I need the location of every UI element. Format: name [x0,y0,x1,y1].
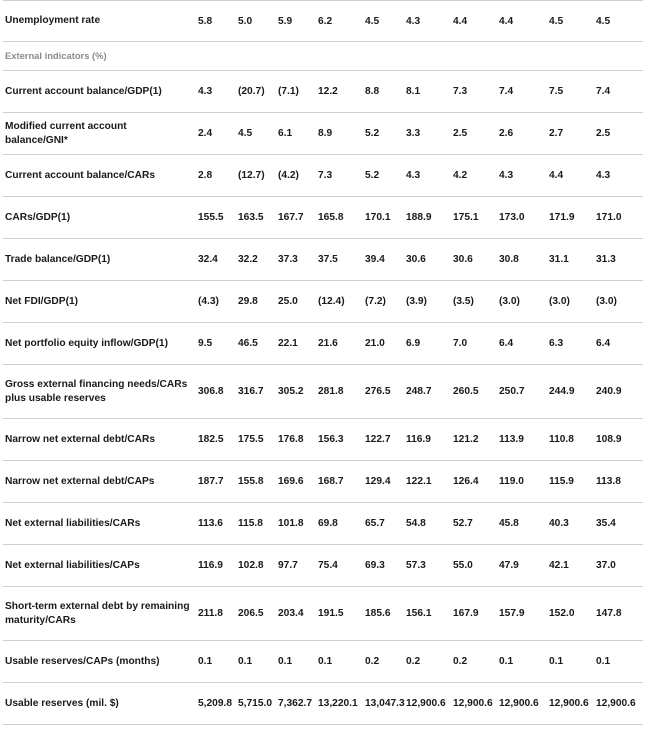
table-cell: 6.3 [549,338,564,349]
table-cell: 6.9 [406,338,421,349]
table-cell: 108.9 [596,434,622,445]
table-row [3,503,643,545]
table-cell: 69.8 [318,518,338,529]
table-cell: 0.2 [453,656,468,667]
table-cell: 30.6 [453,254,473,265]
table-cell: (7.1) [278,86,299,97]
table-cell: 4.5 [365,15,380,27]
table-cell: 316.7 [238,386,264,397]
table-cell: 2.4 [198,128,213,139]
row-label: Narrow net external debt/CAPs [5,475,155,487]
table-cell: 116.9 [406,434,431,445]
table-cell: 7,362.7 [278,698,312,709]
table-cell: 46.5 [238,338,258,349]
table-row [3,545,643,587]
table-cell: 4.5 [596,15,611,27]
table-cell: 113.9 [499,434,524,445]
table-cell: 12,900.6 [499,698,539,709]
table-cell: 22.1 [278,338,298,349]
table-cell: 165.8 [318,212,344,223]
table-cell: 30.6 [406,254,426,265]
table-cell: 182.5 [198,434,224,445]
table-cell: 306.8 [198,386,224,397]
table-cell: 170.1 [365,212,391,223]
table-cell: 191.5 [318,608,344,619]
table-cell: 31.1 [549,254,569,265]
row-label: Trade balance/GDP(1) [5,253,111,265]
row-label: Gross external financing needs/CARs plus usable reserves [5,378,188,404]
table-cell: 0.1 [499,656,514,667]
table-cell: 126.4 [453,476,479,487]
table-row [3,419,643,461]
table-cell: 156.1 [406,608,432,619]
table-cell: 2.7 [549,128,564,139]
table-cell: 21.6 [318,338,338,349]
table-cell: 21.0 [365,338,385,349]
table-cell: 5,715.0 [238,698,272,709]
table-cell: 0.1 [318,656,333,667]
table-cell: 7.5 [549,86,564,97]
table-cell: (4.2) [278,170,299,181]
row-label: Unemployment rate [5,15,101,26]
table-cell: 115.8 [238,518,263,529]
external-indicators-table [3,0,643,725]
table-cell: 6.2 [318,15,333,27]
table-cell: 110.8 [549,434,574,445]
table-cell: 185.6 [365,608,391,619]
table-cell: 4.3 [198,86,213,97]
table-cell: 12,900.6 [549,698,589,709]
table-cell: 5.9 [278,15,293,27]
table-cell: 206.5 [238,608,264,619]
table-cell: (20.7) [238,86,265,97]
table-cell: 2.5 [453,128,468,139]
table-cell: 12,900.6 [453,698,493,709]
table-row [3,587,643,641]
table-cell: 116.9 [198,560,223,571]
table-cell: 37.3 [278,254,298,265]
table-cell: 0.1 [198,656,213,667]
table-row [3,683,643,725]
table-cell: 7.3 [453,86,468,97]
row-label: Current account balance/CARs [5,169,156,181]
section-title: External indicators (%) [5,50,107,61]
table-cell: (3.5) [453,296,474,307]
table-row [3,239,643,281]
table-cell: 35.4 [596,518,616,529]
table-cell: 3.3 [406,128,421,139]
table-cell: 240.9 [596,386,622,397]
table-cell: 8.8 [365,86,380,97]
table-cell: 129.4 [365,476,391,487]
table-cell: 54.8 [406,518,426,529]
table-cell: 101.8 [278,518,304,529]
table-cell: 211.8 [198,608,223,619]
table-cell: 32.4 [198,254,218,265]
table-cell: 0.1 [278,656,293,667]
table-row [3,281,643,323]
table-cell: 113.8 [596,476,621,487]
table-cell: 31.3 [596,254,616,265]
table-cell: 168.7 [318,476,344,487]
table-cell: (12.7) [238,170,265,181]
table-row [3,113,643,155]
table-cell: 176.8 [278,434,304,445]
table-cell: 175.5 [238,434,264,445]
table-cell: 4.5 [549,15,564,27]
row-label: Short-term external debt by remaining maturity/CARs [5,600,190,626]
table-cell: 0.2 [365,656,380,667]
table-row [3,323,643,365]
table-row [3,461,643,503]
table-cell: 12,900.6 [406,698,446,709]
table-cell: 55.0 [453,560,473,571]
table-row [3,197,643,239]
table-cell: 0.1 [238,656,253,667]
table-cell: 5.2 [365,170,380,181]
row-label: Modified current account balance/GNI* [5,120,127,146]
table-cell: 0.2 [406,656,421,667]
table-cell: 12.2 [318,86,338,97]
table-cell: 173.0 [499,212,525,223]
table-cell: 187.7 [198,476,224,487]
table-cell: (4.3) [198,296,219,307]
table-cell: 52.7 [453,518,473,529]
table-cell: 4.3 [406,15,421,27]
section-header [3,42,643,71]
table-cell: 29.8 [238,296,258,307]
table-cell: 203.4 [278,608,304,619]
table-cell: 122.1 [406,476,432,487]
table-cell: 250.7 [499,386,525,397]
table-cell: 30.8 [499,254,519,265]
table-cell: 4.3 [406,170,421,181]
table-cell: 248.7 [406,386,432,397]
row-label: Current account balance/GDP(1) [5,85,162,97]
table-cell: 155.5 [198,212,224,223]
row-label: Net portfolio equity inflow/GDP(1) [5,337,168,349]
table-cell: (7.2) [365,296,386,307]
table-cell: 4.3 [499,170,514,181]
table-cell: 8.9 [318,128,333,139]
table-cell: 5,209.8 [198,698,232,709]
table-cell: 188.9 [406,212,432,223]
table-row [3,71,643,113]
table-cell: 171.0 [596,212,622,223]
table-cell: 4.4 [499,15,514,27]
table-cell: 4.2 [453,170,468,181]
table-cell: 167.7 [278,212,304,223]
table-cell: 169.6 [278,476,304,487]
table-row [3,365,643,419]
table-cell: 305.2 [278,386,304,397]
table-cell: 39.4 [365,254,385,265]
table-cell: 4.5 [238,128,253,139]
table-cell: 8.1 [406,86,421,97]
table-cell: 2.6 [499,128,514,139]
table-cell: (12.4) [318,296,345,307]
table-cell: 155.8 [238,476,264,487]
table-cell: 7.4 [596,86,611,97]
row-label: Net FDI/GDP(1) [5,295,79,307]
table-cell: 6.4 [596,338,611,349]
table-cell: 4.3 [596,170,611,181]
table-cell: 152.0 [549,608,575,619]
table-row [3,641,643,683]
table-cell: (3.9) [406,296,427,307]
table-cell: 32.2 [238,254,258,265]
row-label: Net external liabilities/CARs [5,517,141,529]
table-cell: 115.9 [549,476,574,487]
table-cell: 2.5 [596,128,611,139]
table-cell: (3.0) [499,296,520,307]
table-cell: 5.2 [365,128,380,139]
table-cell: 25.0 [278,296,298,307]
table-cell: 167.9 [453,608,479,619]
table-cell: 7.0 [453,338,468,349]
table-cell: 6.4 [499,338,514,349]
table-cell: 7.4 [499,86,514,97]
table-cell: 37.0 [596,560,616,571]
table-cell: 6.1 [278,128,293,139]
table-cell: 12,900.6 [596,698,636,709]
table-cell: 276.5 [365,386,391,397]
table-row [3,155,643,197]
table-cell: 4.4 [453,15,468,27]
table-cell: 122.7 [365,434,391,445]
table-cell: 171.9 [549,212,575,223]
table-cell: 45.8 [499,518,519,529]
table-cell: 281.8 [318,386,344,397]
table-cell: 5.8 [198,15,213,27]
table-cell: 47.9 [499,560,519,571]
table-cell: (3.0) [596,296,617,307]
row-label: CARs/GDP(1) [5,211,71,223]
table-cell: 113.6 [198,518,223,529]
table-cell: 37.5 [318,254,338,265]
table-cell: 163.5 [238,212,264,223]
table-cell: 4.4 [549,170,564,181]
row-label: Usable reserves (mil. $) [5,697,119,709]
row-label: Usable reserves/CAPs (months) [5,655,160,667]
table-cell: 97.7 [278,560,298,571]
table-cell: 156.3 [318,434,344,445]
table-cell: 5.0 [238,15,253,27]
table-cell: 2.8 [198,170,213,181]
table-cell: 7.3 [318,170,333,181]
table-cell: 9.5 [198,338,213,349]
table-cell: 102.8 [238,560,264,571]
table-cell: 0.1 [549,656,564,667]
table-cell: 40.3 [549,518,569,529]
table-cell: 147.8 [596,608,622,619]
table-cell: 57.3 [406,560,426,571]
table-cell: 75.4 [318,560,338,571]
table-cell: 260.5 [453,386,479,397]
table-cell: 175.1 [453,212,479,223]
table-row [3,0,643,42]
row-label: Narrow net external debt/CARs [5,433,156,445]
table-cell: 65.7 [365,518,385,529]
table-cell: 244.9 [549,386,575,397]
table-cell: 157.9 [499,608,525,619]
table-cell: 119.0 [499,476,524,487]
table-cell: 42.1 [549,560,569,571]
table-cell: (3.0) [549,296,570,307]
table-cell: 121.2 [453,434,479,445]
table-cell: 13,220.1 [318,698,358,709]
table-cell: 13,047.3 [365,698,405,709]
row-label: Net external liabilities/CAPs [5,559,140,571]
table-cell: 69.3 [365,560,385,571]
table-cell: 0.1 [596,656,611,667]
